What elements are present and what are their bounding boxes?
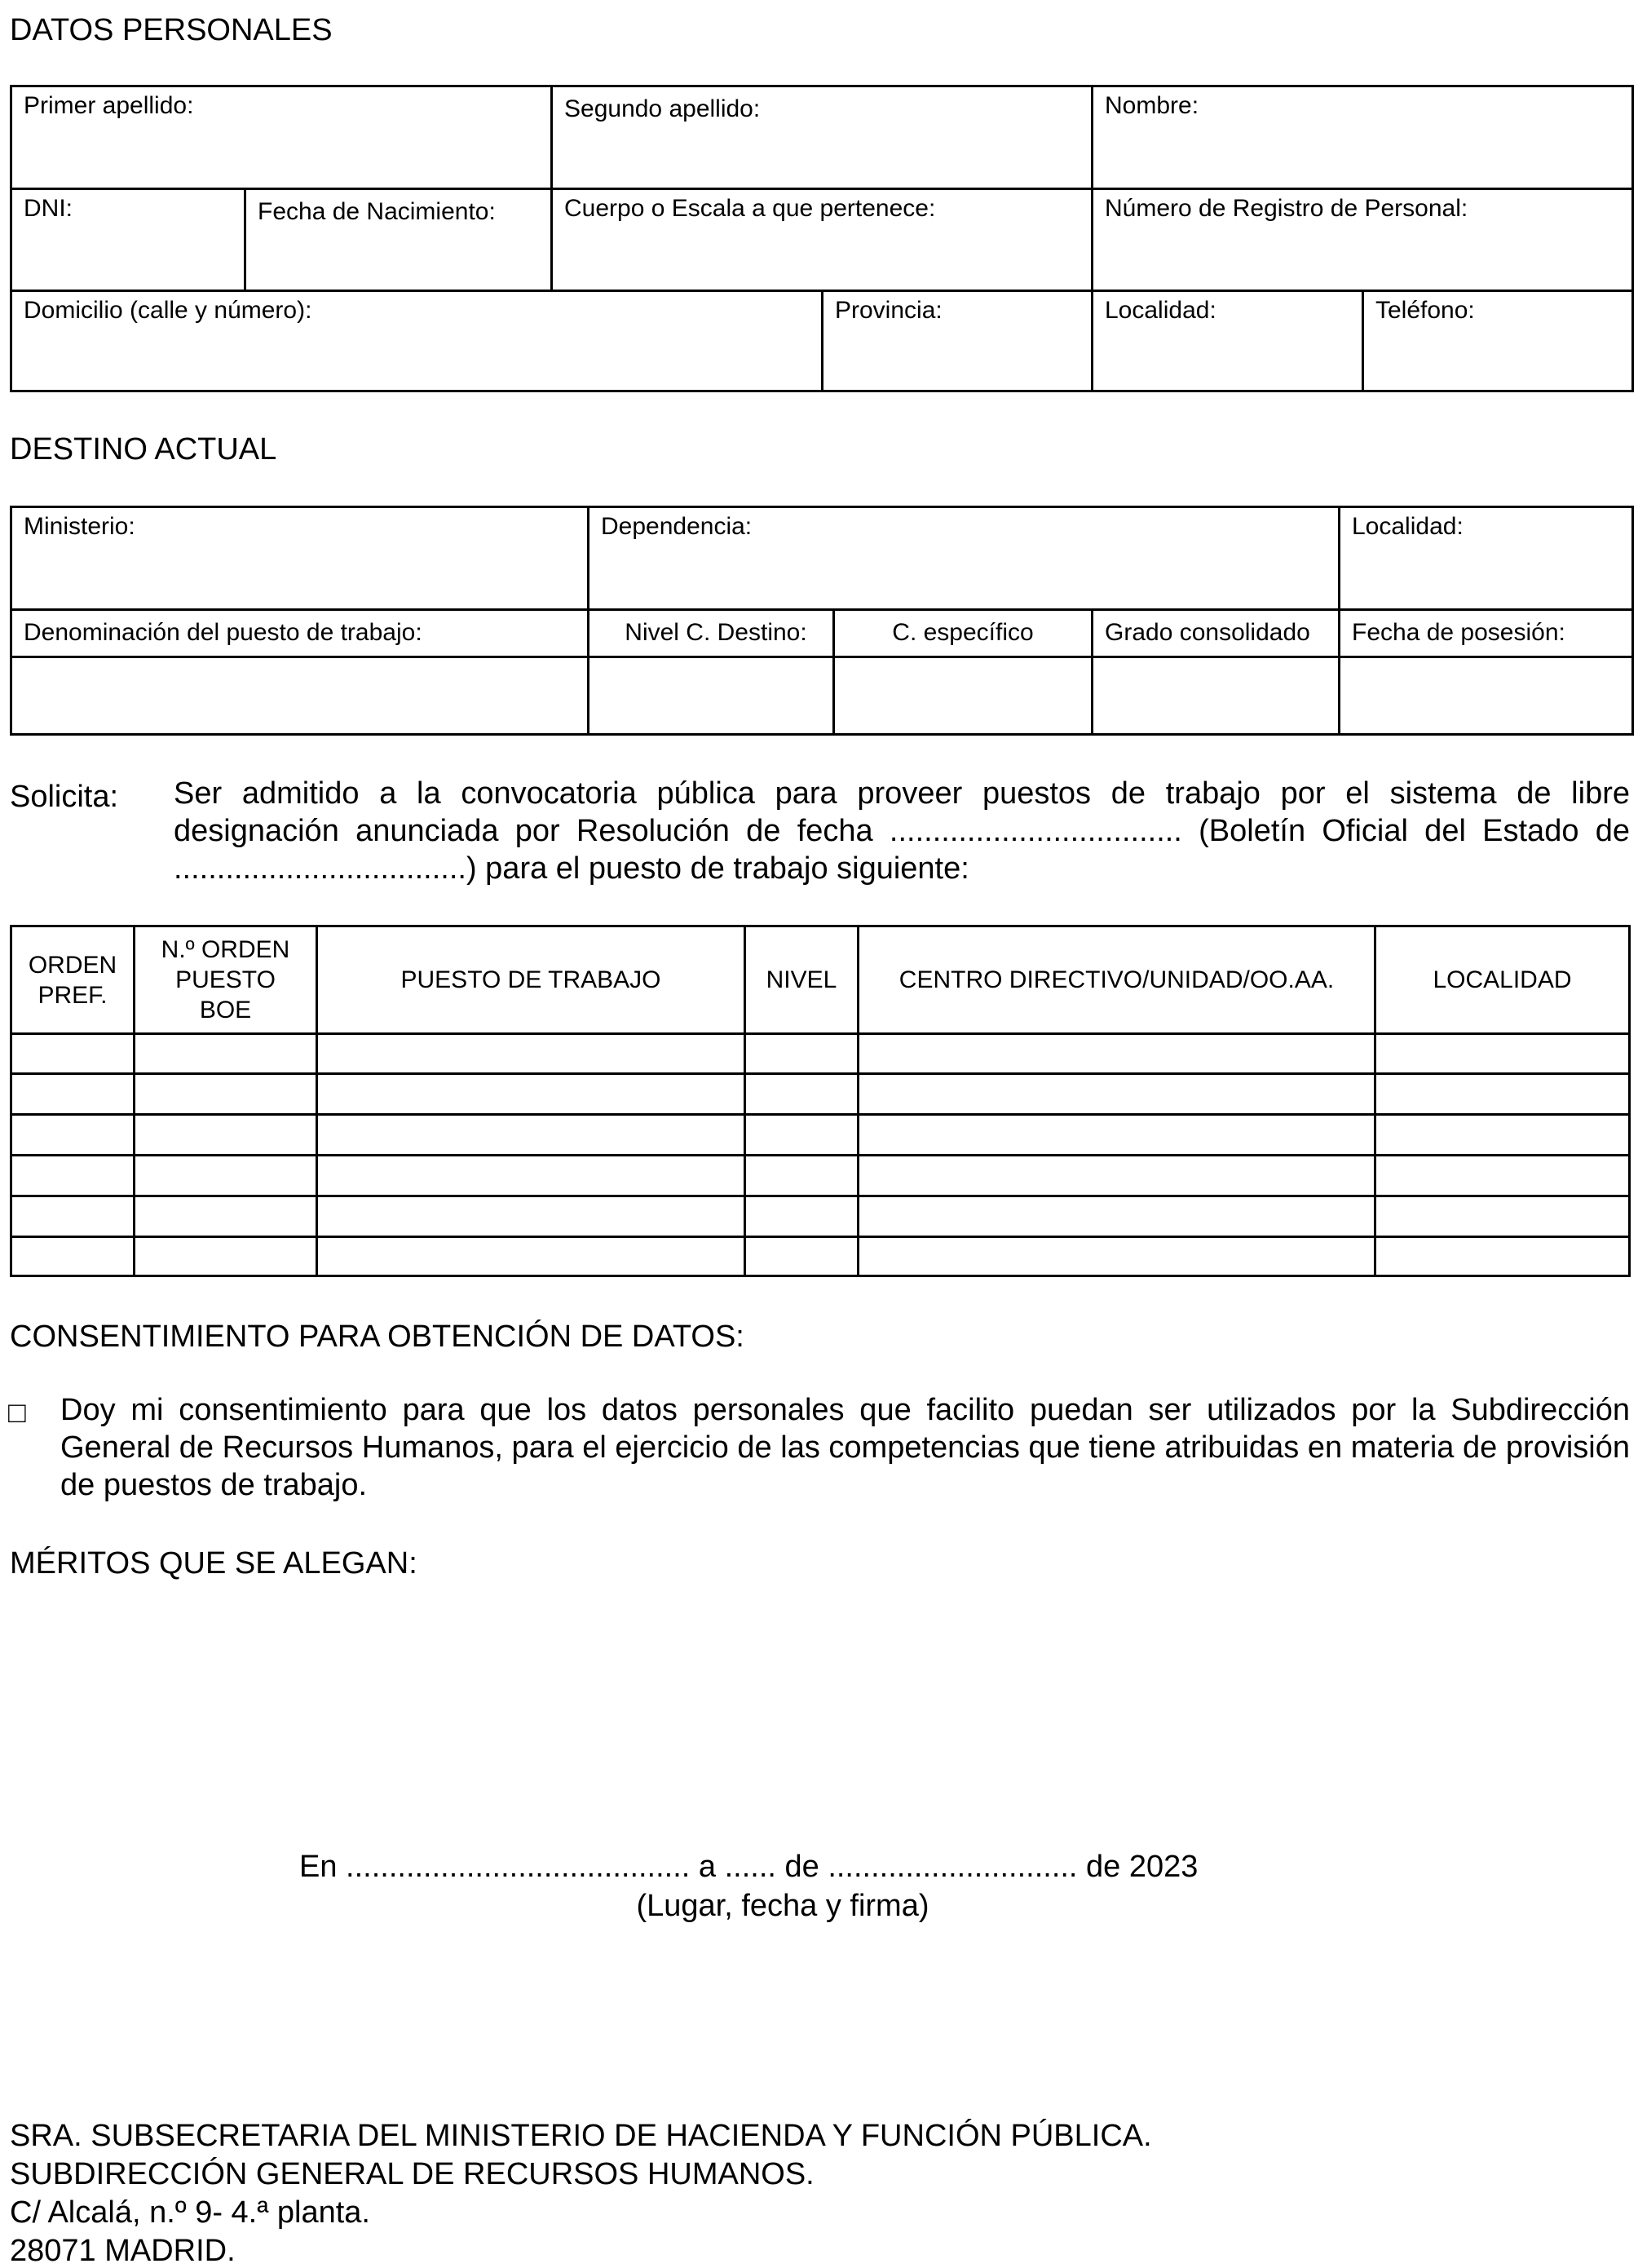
destino-localidad-label: Localidad: [1352,513,1464,540]
cuerpo-escala-label: Cuerpo o Escala a que pertenece: [564,195,936,222]
table-row[interactable] [12,1116,1628,1154]
provincia-label: Provincia: [835,297,943,324]
section-title-consentimiento: CONSENTIMIENTO PARA OBTENCIÓN DE DATOS: [10,1320,744,1354]
nivel-destino-field[interactable] [589,658,832,736]
c-especifico-label: C. específico [892,619,1034,646]
consent-checkbox[interactable]: □ [8,1395,26,1429]
denominacion-field[interactable] [12,658,587,736]
fecha-nacimiento-label: Fecha de Nacimiento: [258,198,496,225]
col-header-localidad: LOCALIDAD [1433,966,1572,993]
nombre-field[interactable] [1093,87,1631,188]
section-title-destino-actual: DESTINO ACTUAL [10,432,277,466]
firma-caption: (Lugar, fecha y firma) [636,1889,929,1923]
telefono-label: Teléfono: [1375,297,1475,324]
domicilio-field[interactable] [12,292,821,392]
fecha-nacimiento-field[interactable] [246,190,550,290]
nombre-label: Nombre: [1105,92,1199,119]
nivel-destino-label: Nivel C. Destino: [625,619,807,646]
table-row[interactable] [12,1156,1628,1195]
provincia-field[interactable] [823,292,1091,392]
fecha-posesion-field[interactable] [1340,658,1631,736]
primer-apellido-field[interactable] [12,87,550,188]
telefono-field[interactable] [1364,292,1631,392]
destinatario-line-3: C/ Alcalá, n.º 9- 4.ª planta. [10,2195,370,2230]
col-header-puesto: PUESTO DE TRABAJO [400,966,661,993]
fecha-posesion-label: Fecha de posesión: [1352,619,1565,646]
datos-personales-table [10,85,1634,392]
primer-apellido-label: Primer apellido: [24,92,194,119]
col-header-nivel: NIVEL [766,966,837,993]
dependencia-label: Dependencia: [601,513,753,540]
destino-localidad-field[interactable] [1340,508,1631,608]
domicilio-label: Domicilio (calle y número): [24,297,312,324]
segundo-apellido-label: Segundo apellido: [564,95,761,122]
destinatario-line-2: SUBDIRECCIÓN GENERAL DE RECURSOS HUMANOS. [10,2157,815,2191]
grado-field[interactable] [1093,658,1338,736]
dni-label: DNI: [24,195,73,222]
table-row[interactable] [12,1238,1628,1277]
destinatario-line-1: SRA. SUBSECRETARIA DEL MINISTERIO DE HACIENDA Y FUNCIÓN PÚBLICA. [10,2119,1152,2153]
section-title-meritos: MÉRITOS QUE SE ALEGAN: [10,1546,417,1581]
localidad-label: Localidad: [1105,297,1216,324]
destinatario-line-4: 28071 MADRID. [10,2234,236,2268]
ministerio-field[interactable] [12,508,587,608]
col-header-orden-boe: N.º ORDEN PUESTO BOE [161,936,290,1023]
section-title-datos-personales: DATOS PERSONALES [10,13,333,47]
c-especifico-field[interactable] [835,658,1091,736]
col-header-centro: CENTRO DIRECTIVO/UNIDAD/OO.AA. [898,966,1335,993]
consent-text: Doy mi consentimiento para que los datos personales que facilito puedan ser utilizados por la Subdirección General de Recursos Humanos, para el ejercicio de las competencias que tiene atribuidas en materia de provisión de puestos de trabajo. [60,1393,1630,1502]
puestos-table [10,925,1631,1277]
nrp-field[interactable] [1093,190,1631,290]
firma-line: En ........................................ a ...... de ............................. de 2023 [299,1850,1199,1884]
col-header-orden-pref: ORDEN PREF. [28,951,117,1009]
destino-actual-table [10,506,1634,736]
dependencia-field[interactable] [589,508,1338,608]
segundo-apellido-field[interactable] [553,87,1091,188]
solicita-label: Solicita: [10,780,119,814]
ministerio-label: Ministerio: [24,513,135,540]
nrp-label: Número de Registro de Personal: [1105,195,1468,222]
denominacion-label: Denominación del puesto de trabajo: [24,619,422,646]
meritos-area[interactable] [10,1590,1631,1835]
cuerpo-escala-field[interactable] [553,190,1091,290]
solicita-text: Ser admitido a la convocatoria pública para proveer puestos de trabajo por el sistema de libre designación anunciada por Resolución de fecha .................................. (Boletín Oficial del Estado de ..................................) para el puesto de trabajo siguiente: [174,776,1630,886]
table-row[interactable] [12,1197,1628,1236]
localidad-field[interactable] [1093,292,1362,392]
table-row[interactable] [12,1035,1628,1072]
table-row[interactable] [12,1075,1628,1113]
dni-field[interactable] [12,190,244,290]
grado-label: Grado consolidado [1105,619,1310,646]
